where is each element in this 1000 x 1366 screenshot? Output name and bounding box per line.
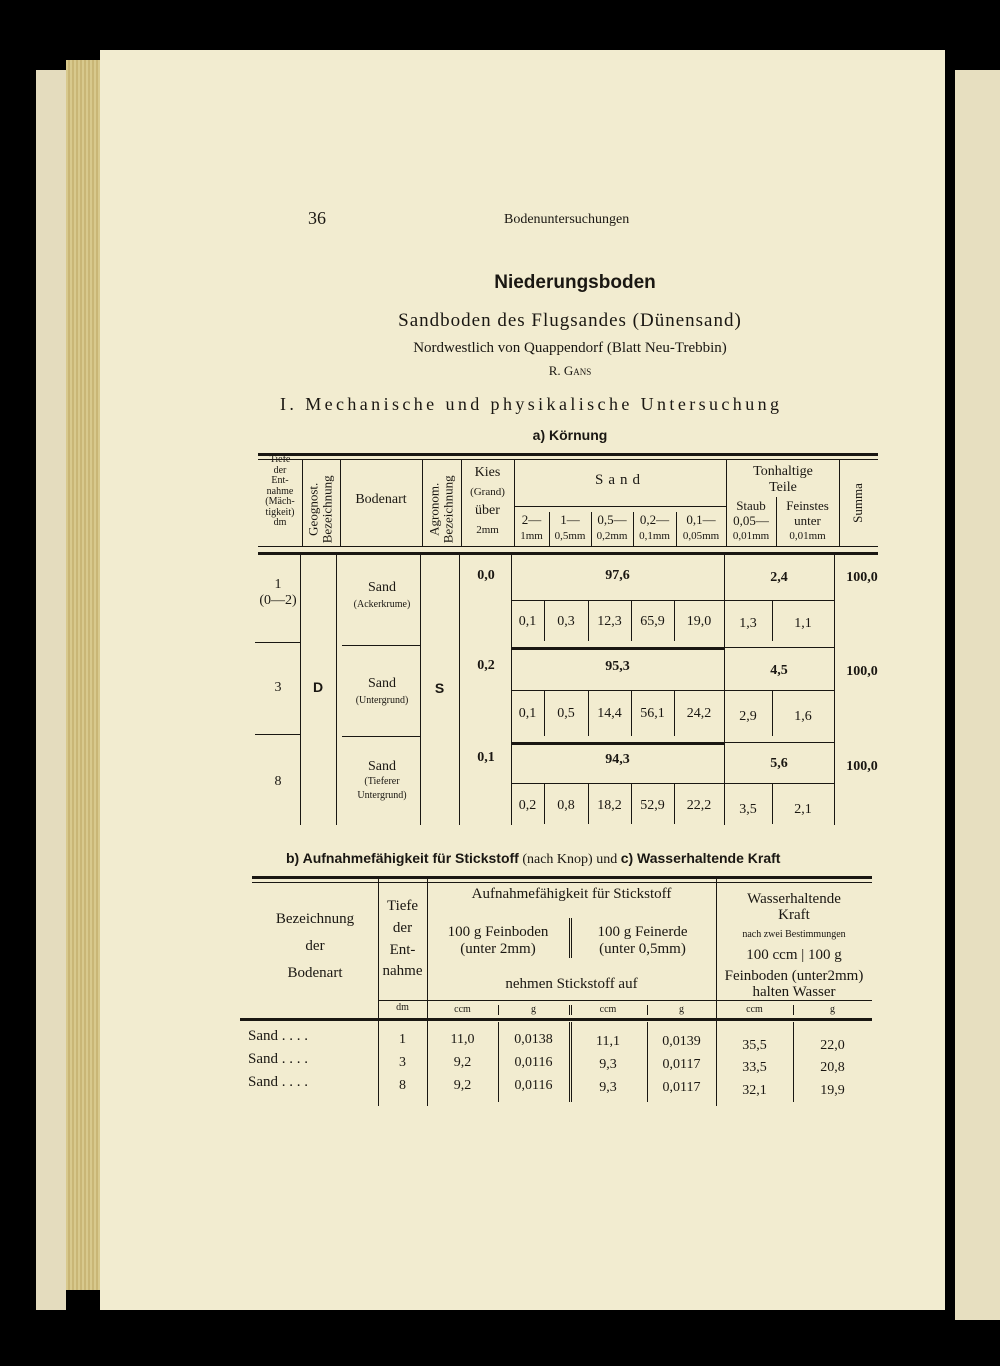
t2-head-aufn: Aufnahmefähigkeit für Stickstoff	[471, 886, 672, 902]
location-line: Nordwestlich von Quappendorf (Blatt Neu-Trebbin)	[413, 340, 727, 356]
t1-head-sand-5: 0,1— 0,05mm	[682, 512, 720, 542]
t1-head-kies: Kies (Grand) über 2mm	[470, 465, 505, 536]
t1-head-summa: Summa	[850, 483, 865, 523]
t1-head-staub: Staub 0,05— 0,01mm	[732, 498, 770, 543]
t1-head-tiefe: Tiefe der Ent- nahme (Mäch- tigkeit) dm	[265, 454, 295, 528]
section1a-title: a) Körnung	[532, 427, 608, 443]
next-page-edge	[955, 70, 1000, 1320]
t2-unit-g-2: g	[679, 1004, 684, 1015]
t1-geognost-value: D	[312, 679, 324, 695]
book-page: 36 Bodenuntersuchungen Niederungsboden Sandboden des Flugsandes (Dünensand) Nordwestlich von Quappendorf (Blatt Neu-Trebbin) R. Gans I. Mechanische und physikalische Untersuchung a) Körnung Tiefe der Ent- nahme (Mäch- tigkeit) dm Geognost. Bezeichnung Bodenart Agronom. Bezeichnung Kies (Grand) über 2mm Sand 2— 1mm 1— 0,5mm 0,5— 0,2mm 0,2— 0,1mm 0,1— 0,05mm Tonhaltige Teile Staub 0,05— 0,01mm Feinstes unter 0,01mm Summa 1 (0—2) Sand (Ackerkrume) 0,0 97,6 0,1 0,3 12,3 65,9 19,0 2,4 1,3 1,1 100,0 3 Sand (Untergrund) 0,2 95,3 0,1 0,5 14,4 56,1 24,2 4,5 2,9 1,6 100,0 8 Sand (Tieferer Untergrund) 0,1 94,3 0,2 0,8 18,2 52,9 22,2 5,6 3,5 2,1 100,0 D S b) Aufnahmefähigkeit für Stickstoff (nach Knop) und c) Wasserhaltende Kraft Bezeichnung der Bodenart Tiefe der Ent- nahme dm Aufnahmefähigkeit für Stickstoff 100 g Feinboden (unter 2mm) 100 g Feinerde (unter 0,5mm) nehmen Stickstoff auf ccm g ccm g Wasserhaltende Kraft nach zwei Bestimmungen 100 ccm | 100 g Feinboden (unter2mm) halten Wasser ccm g Sand . . . . 1 11,0 0,0138 11,1 0,0139 35,5 22,0 Sand . . . . 3 9,2 0,0116 9,3 0,0117 33,5 20,8 Sand . . . . 8 9,2 0,0116 9,3 0,0117 32,1 19,9	[100, 50, 945, 1310]
page-stack	[66, 60, 102, 1290]
t2-head-wasser-basis: 100 ccm | 100 g	[746, 947, 842, 963]
page-number: 36	[308, 208, 326, 228]
section-bc-title: b) Aufnahmefähigkeit für Stickstoff (nach Knop) und c) Wasserhaltende Kraft	[286, 850, 781, 867]
t2-unit-g-3: g	[830, 1004, 835, 1015]
t2-head-wasser-note: nach zwei Bestimmungen	[742, 929, 846, 940]
t1-head-sand: Sand	[595, 472, 645, 488]
author: R. Gans	[548, 363, 592, 378]
t1-head-feinstes: Feinstes unter 0,01mm	[786, 498, 829, 543]
t1-head-sand-3: 0,5— 0,2mm	[596, 512, 628, 542]
t2-head-wasser-text: Feinboden (unter2mm) halten Wasser	[724, 968, 864, 1000]
t1-agronom-value: S	[434, 680, 445, 696]
t2-unit-ccm-2: ccm	[599, 1004, 617, 1015]
running-title: Bodenuntersuchungen	[504, 212, 630, 227]
t1-head-ton: Tonhaltige Teile	[753, 464, 813, 495]
t1-head-sand-4: 0,2— 0,1mm	[639, 512, 670, 542]
t2-head-bez: Bezeichnung der Bodenart	[275, 911, 355, 981]
t2-head-nehmen: nehmen Stickstoff auf	[505, 976, 638, 992]
t2-head-tiefe-unit: dm	[396, 1002, 409, 1013]
t2-head-wasser: Wasserhaltende Kraft	[747, 891, 841, 923]
t1-head-sand-2: 1— 0,5mm	[554, 512, 586, 542]
t1-head-geognost: Geognost. Bezeichnung	[305, 475, 335, 544]
t1-head-sand-1: 2— 1mm	[520, 512, 543, 542]
t2-unit-g-1: g	[531, 1004, 536, 1015]
book-edge	[36, 70, 66, 1310]
t2-unit-ccm-3: ccm	[746, 1004, 763, 1015]
t1-head-agronom: Agronom. Bezeichnung	[426, 475, 456, 544]
t2-head-tiefe: Tiefe der Ent- nahme	[382, 898, 423, 980]
subtitle: Sandboden des Flugsandes (Dünensand)	[398, 310, 742, 331]
t2-head-feinboden: 100 g Feinboden (unter 2mm)	[447, 924, 549, 957]
t2-unit-ccm-1: ccm	[454, 1004, 471, 1015]
t2-head-feinerde: 100 g Feinerde (unter 0,5mm)	[597, 924, 688, 957]
section1-title: I. Mechanische und physikalische Untersuchung	[280, 394, 783, 414]
page-title: Niederungsboden	[494, 272, 656, 293]
t1-head-bodenart: Bodenart	[355, 492, 407, 507]
